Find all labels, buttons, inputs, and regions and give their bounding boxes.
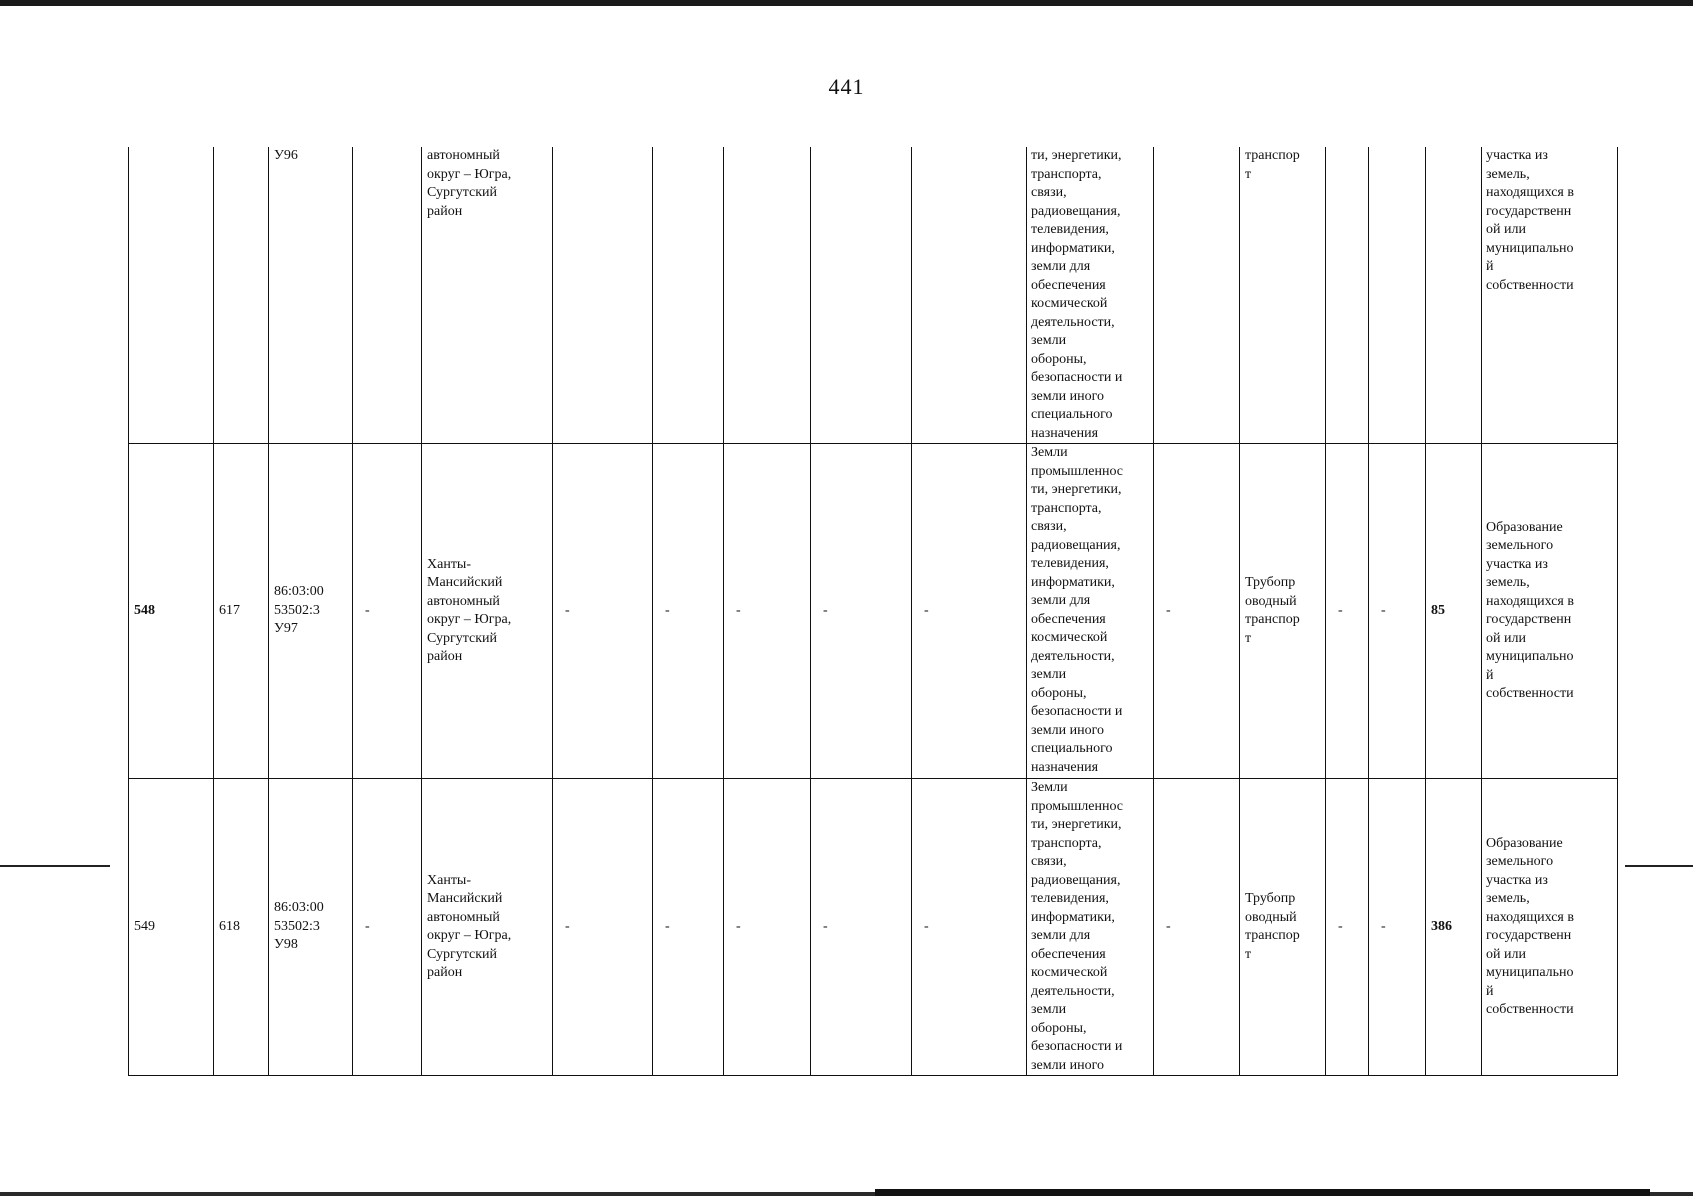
col15-cell (1369, 147, 1426, 444)
row-id: 617 (219, 602, 240, 618)
col12-cell (1154, 147, 1240, 444)
row-id: 618 (219, 918, 240, 934)
col6-cell (553, 779, 653, 1076)
col7-value: - (665, 918, 670, 934)
location-cell (422, 147, 553, 444)
col10-value: - (924, 602, 929, 618)
col12-value: - (1166, 918, 1171, 934)
land-category-text: Земли промышленнос ти, энергетики, транспорта, связи, радиовещания, телевидения, информатики, земли для обеспечения космической деятельности, земли обороны, безопасности и земли иного специального назначения (1031, 445, 1124, 775)
note-text: Образование земельного участка из земель, находящихся в государственн ой или муниципально й собственности (1486, 519, 1574, 701)
col8-value: - (736, 602, 741, 618)
col14-value: - (1338, 918, 1343, 934)
purpose-text: Трубопр оводный транспор т (1245, 575, 1300, 646)
col6-value: - (565, 602, 570, 618)
cadastral-cell (269, 147, 353, 444)
col10-value: - (924, 918, 929, 934)
location-text: автономный округ – Югра, Сургутский район (427, 148, 512, 219)
col8-cell (724, 779, 811, 1076)
land-plot-table-grid (128, 147, 1618, 1076)
col7-value: - (665, 602, 670, 618)
area-value: 85 (1431, 602, 1445, 618)
land-category-cell (1027, 444, 1154, 779)
col4-value: - (365, 918, 370, 934)
scan-margin-mark-left (0, 865, 110, 867)
area-cell (1426, 147, 1482, 444)
cadastral-number: 86:03:00 53502:3 У97 (274, 584, 324, 637)
area-cell (1426, 779, 1482, 1076)
col12-cell (1154, 779, 1240, 1076)
col12-cell (1154, 444, 1240, 779)
note-cell (1482, 444, 1618, 779)
land-plot-table (128, 147, 1617, 1072)
land-category-text: Земли промышленнос ти, энергетики, транспорта, связи, радиовещания, телевидения, информатики, земли для обеспечения космической деятельности, земли обороны, безопасности и земли иного (1031, 780, 1124, 1073)
scan-margin-mark-right (1625, 865, 1693, 867)
col8-cell (724, 444, 811, 779)
table-row (129, 444, 1618, 779)
table-row (129, 147, 1618, 444)
cadastral-number: 86:03:00 53502:3 У98 (274, 900, 324, 953)
col4-value: - (365, 602, 370, 618)
col14-cell (1326, 779, 1369, 1076)
col8-cell (724, 147, 811, 444)
col6-value: - (565, 918, 570, 934)
id-cell (214, 444, 269, 779)
col8-value: - (736, 918, 741, 934)
col9-value: - (823, 918, 828, 934)
land-category-cell (1027, 779, 1154, 1076)
scan-bottom-border-thick (875, 1189, 1650, 1196)
row-number: 549 (134, 918, 155, 934)
note-text: участка из земель, находящихся в государственн ой или муниципально й собственности (1486, 148, 1574, 293)
col15-value: - (1381, 918, 1386, 934)
col7-cell (653, 147, 724, 444)
id-cell (214, 779, 269, 1076)
col9-value: - (823, 602, 828, 618)
location-cell (422, 779, 553, 1076)
col4-cell (353, 147, 422, 444)
land-category-cell (1027, 147, 1154, 444)
row-number: 548 (134, 602, 155, 618)
col12-value: - (1166, 602, 1171, 618)
table-row (129, 779, 1618, 1076)
cadastral-cell (269, 444, 353, 779)
purpose-text: транспор т (1245, 148, 1300, 182)
col10-cell (912, 444, 1027, 779)
area-value: 386 (1431, 918, 1452, 934)
note-cell (1482, 779, 1618, 1076)
cadastral-number: У96 (274, 148, 298, 163)
col4-cell (353, 444, 422, 779)
col10-cell (912, 147, 1027, 444)
col7-cell (653, 779, 724, 1076)
area-cell (1426, 444, 1482, 779)
page-number: 441 (828, 74, 865, 99)
scan-top-border (0, 0, 1693, 6)
col14-cell (1326, 444, 1369, 779)
row-number-cell (129, 779, 214, 1076)
col9-cell (811, 444, 912, 779)
note-text: Образование земельного участка из земель, находящихся в государственн ой или муниципально й собственности (1486, 835, 1574, 1017)
purpose-cell (1240, 779, 1326, 1076)
col15-cell (1369, 444, 1426, 779)
col7-cell (653, 444, 724, 779)
col15-cell (1369, 779, 1426, 1076)
col14-value: - (1338, 602, 1343, 618)
purpose-cell (1240, 444, 1326, 779)
purpose-cell (1240, 147, 1326, 444)
cadastral-cell (269, 779, 353, 1076)
col4-cell (353, 779, 422, 1076)
location-cell (422, 444, 553, 779)
note-cell (1482, 147, 1618, 444)
row-number-cell (129, 147, 214, 444)
location-text: Ханты- Мансийский автономный округ – Югра, Сургутский район (427, 872, 512, 980)
col6-cell (553, 147, 653, 444)
row-number-cell (129, 444, 214, 779)
col9-cell (811, 779, 912, 1076)
col15-value: - (1381, 602, 1386, 618)
land-category-text: ти, энергетики, транспорта, связи, радиовещания, телевидения, информатики, земли для обеспечения космической деятельности, земли обороны, безопасности и земли иного специального назначения (1031, 148, 1123, 441)
purpose-text: Трубопр оводный транспор т (1245, 891, 1300, 962)
col9-cell (811, 147, 912, 444)
col10-cell (912, 779, 1027, 1076)
id-cell (214, 147, 269, 444)
col14-cell (1326, 147, 1369, 444)
col6-cell (553, 444, 653, 779)
location-text: Ханты- Мансийский автономный округ – Югра, Сургутский район (427, 556, 512, 664)
